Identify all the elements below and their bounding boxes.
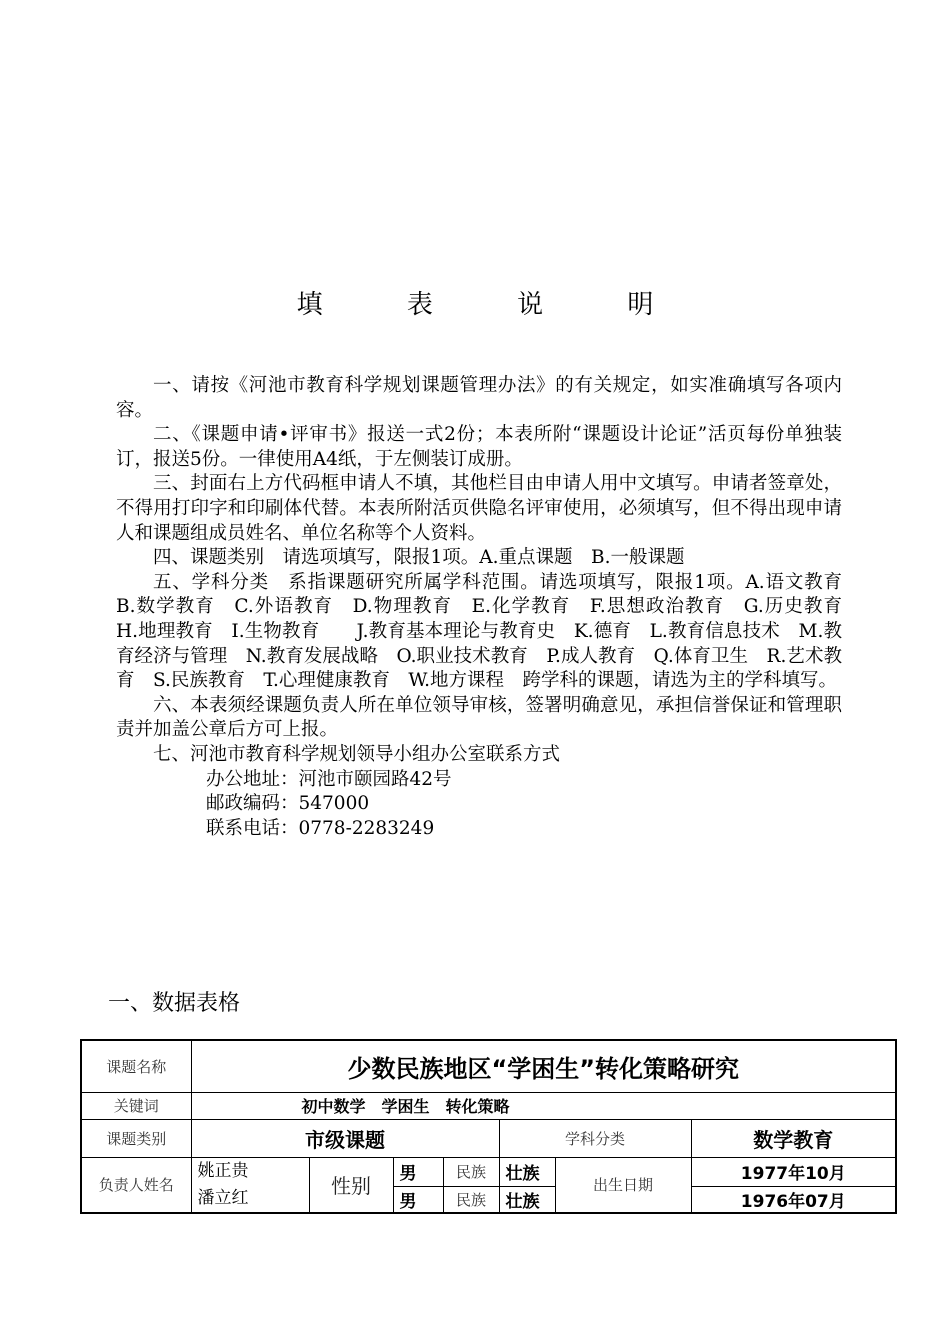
topic-label: 课题名称 [81,1040,191,1092]
topic-row [81,1040,896,1092]
ethnic-label-2: 民族 [443,1186,499,1213]
leader-name-1: 姚正贵 [197,1160,249,1181]
subject-value: 数学教育 [691,1119,896,1157]
leader-ethnic-2: 壮族 [499,1186,555,1213]
instructions-block [116,374,861,841]
topic-value: 少数民族地区“学困生”转化策略研究 [191,1040,896,1092]
contact-postcode: 邮政编码：547000 [206,793,370,815]
data-table [80,1039,897,1214]
keywords-label: 关键词 [81,1092,191,1119]
keywords-value: 初中数学 学困生 转化策略 [191,1092,896,1119]
instruction-4: 四、课题类别 请选项填写，限报1项。A.重点课题 B.一般课题 [153,547,685,569]
leader-name-2: 潘立红 [197,1187,249,1208]
keywords-row [81,1092,896,1119]
leader-row-1 [81,1157,896,1186]
contact-address: 办公地址：河池市颐园路42号 [206,768,452,790]
leader-birth-2: 1976年07月 [691,1186,896,1213]
leader-label: 负责人姓名 [81,1157,191,1213]
leader-sex-1: 男 [393,1157,443,1186]
instruction-1: 一、请按《河池市教育科学规划课题管理办法》的有关规定，如实准确填写各项内容。 [116,375,842,421]
leader-names [191,1157,309,1213]
ethnic-label-1: 民族 [443,1157,499,1186]
section-heading: 一、数据表格 [108,991,241,1016]
contact-phone: 联系电话：0778-2283249 [206,817,435,839]
category-label: 课题类别 [81,1119,191,1157]
page-title: 填 表 说 明 [296,290,692,320]
leader-birth-1: 1977年10月 [691,1157,896,1186]
category-row [81,1119,896,1157]
category-value: 市级课题 [191,1119,499,1157]
instruction-3: 三、封面右上方代码框申请人不填，其他栏目由申请人用中文填写。申请者签章处，不得用打印字和印刷体代替。本表所附活页供隐名评审使用，必须填写，但不得出现申请人和课题组成员姓名、单位名称等个人资料。 [116,473,842,544]
leader-sex-2: 男 [393,1186,443,1213]
birth-label: 出生日期 [555,1157,691,1213]
leader-ethnic-1: 壮族 [499,1157,555,1186]
instruction-2: 二、《课题申请•评审书》报送一式2份；本表所附“课题设计论证”活页每份单独装订，报送5份。一律使用A4纸，于左侧装订成册。 [116,424,842,470]
instruction-6: 六、本表须经课题负责人所在单位领导审核，签署明确意见，承担信誉保证和管理职责并加盖公章后方可上报。 [116,694,842,741]
instruction-7: 七、河池市教育科学规划领导小组办公室联系方式 [153,743,561,765]
sex-label: 性别 [309,1157,393,1213]
subject-label: 学科分类 [499,1119,691,1157]
instruction-5: 五、学科分类 系指课题研究所属学科范围。请选项填写，限报1项。A.语文教育 B.数学教育 C.外语教育 D.物理教育 E.化学教育 F.思想政治教育 G.历史教育 H.地理教育 I.生物教育 J.教育基本理论与教育史 K.德育 L.教育信息技术 M.教育经济与管理 N.教育发展战略 O.职业技术教育 P.成人教育 Q.体育卫生 R.艺术教育 S.民族教育 T.心理健康教育 W.地方课程 跨学科的课题，请选为主的学科填写。 [116,571,861,692]
